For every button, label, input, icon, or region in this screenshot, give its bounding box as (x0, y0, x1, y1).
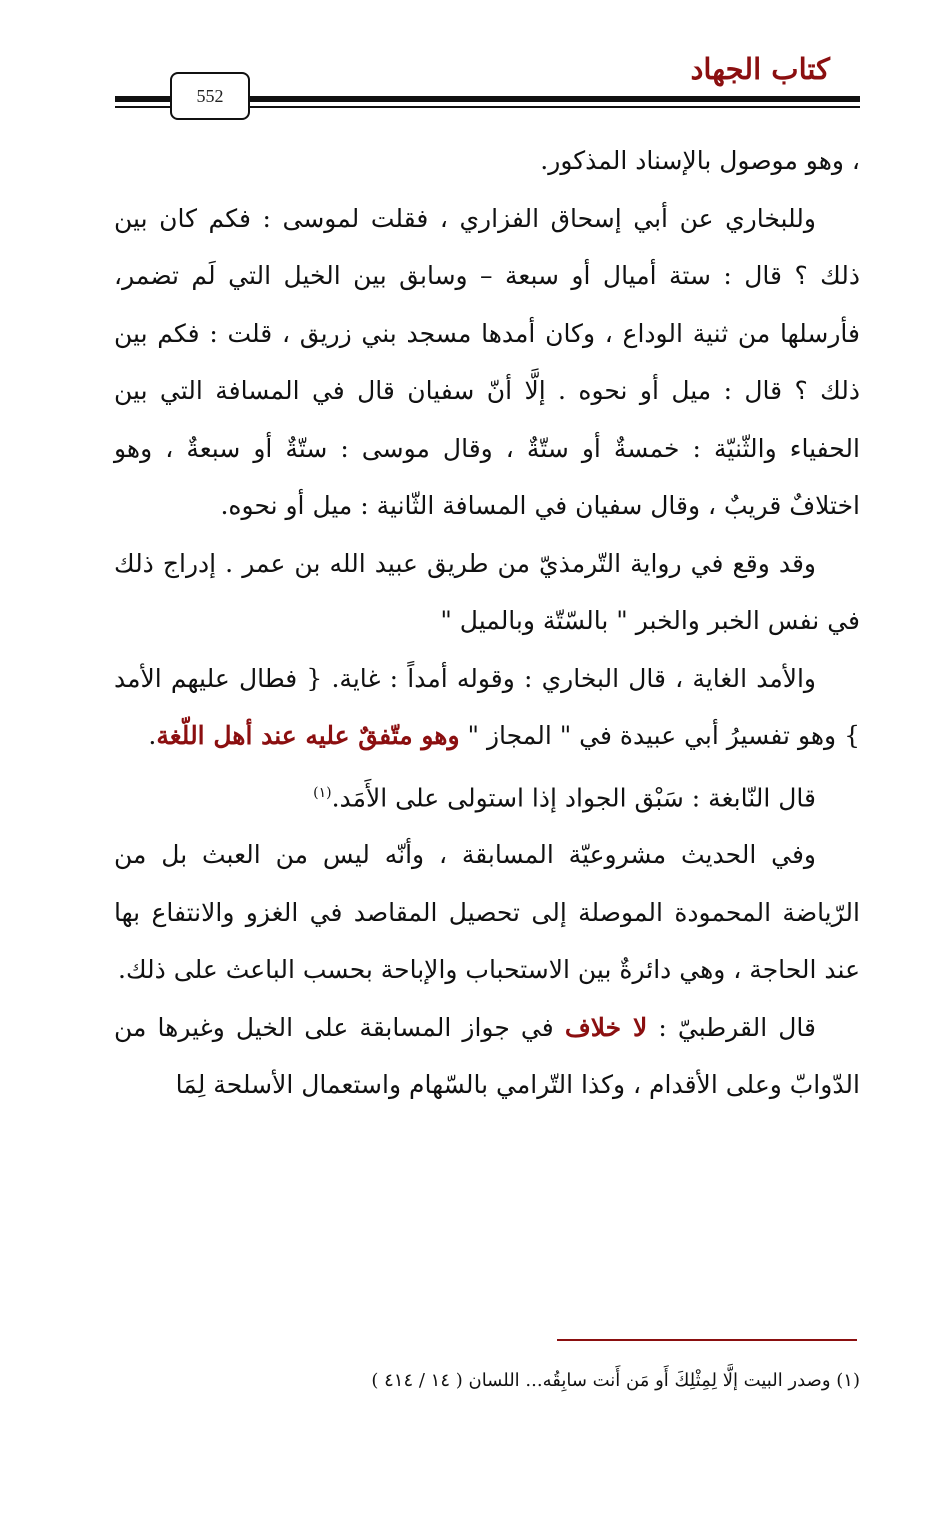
main-text (114, 132, 860, 1114)
paragraph-7 (114, 999, 860, 1114)
paragraph-5 (114, 765, 860, 827)
paragraph-7-text: قال القرطبيّ : (647, 1012, 817, 1042)
paragraph-6: وفي الحديث مشروعيّة المسابقة ، وأنّه ليس من العبث بل من الرّياضة المحمودة الموصلة إلى تحصيل المقاصد في الغزو والانتفاع بها عند الحاجة ، وهي دائرةٌ بين الاستحباب والإباحة بحسب الباعث على ذلك. (114, 840, 860, 985)
page-number: 552 (196, 85, 224, 106)
paragraph-4-highlight: وهو متّفقٌ عليه عند أهل اللّغة (156, 721, 460, 750)
footnote: (١) وصدر البيت إلَّا لِمِثْلِكَ أَو مَن أَنت سابِقُه... اللسان ( ١٤ / ٤١٤ ) (371, 1370, 860, 1391)
paragraph-7-highlight: لا خلاف (564, 1012, 648, 1042)
paragraph-1: ، وهو موصول بالإسناد المذكور. (540, 146, 860, 175)
paragraph-4 (114, 650, 860, 765)
page-number-box (170, 72, 250, 120)
paragraph-4-text: والأمد الغاية ، قال البخاري : وقوله أمداً : غاية. { فطال عليهم الأمد } وهو تفسيرُ أبي عبيدة في " المجاز " (114, 663, 860, 750)
paragraph-4-end: . (148, 721, 157, 750)
paragraph-7-rest: في جواز المسابقة على الخيل وغيرها من الدّوابّ وعلى الأقدام ، وكذا التّرامي بالسّهام واستعمال الأسلحة لِمَا (114, 1012, 860, 1100)
paragraph-3: وقد وقع في رواية التّرمذيّ من طريق عبيد الله بن عمر . إدراج ذلك في نفس الخبر والخبر " بالسّتّة وبالميل " (114, 548, 860, 635)
footnote-reference: (١) (313, 784, 332, 801)
page-header (0, 0, 945, 130)
paragraph-5-text: قال النّابغة : سَبْق الجواد إذا استولى على الأَمَد. (331, 782, 816, 812)
paragraph-2: وللبخاري عن أبي إسحاق الفزاري ، فقلت لموسى : فكم كان بين ذلك ؟ قال : ستة أميال أو سبعة – وسابق بين الخيل التي لَم تضمر، فأرسلها من ثنية الوداع ، وكان أمدها مسجد بني زريق ، قلت : فكم بين ذلك ؟ قال : ميل أو نحوه . إلَّا أنّ سفيان قال في المسافة التي بين الحفياء والثّنيّة : خمسةٌ أو ستّةٌ ، وقال موسى : ستّةٌ أو سبعةٌ ، وهو اختلافٌ قريبٌ ، وقال سفيان في المسافة الثّانية : ميل أو نحوه. (114, 203, 861, 520)
footnote-separator (557, 1339, 857, 1341)
book-title: كتاب الجهاد (690, 52, 830, 86)
